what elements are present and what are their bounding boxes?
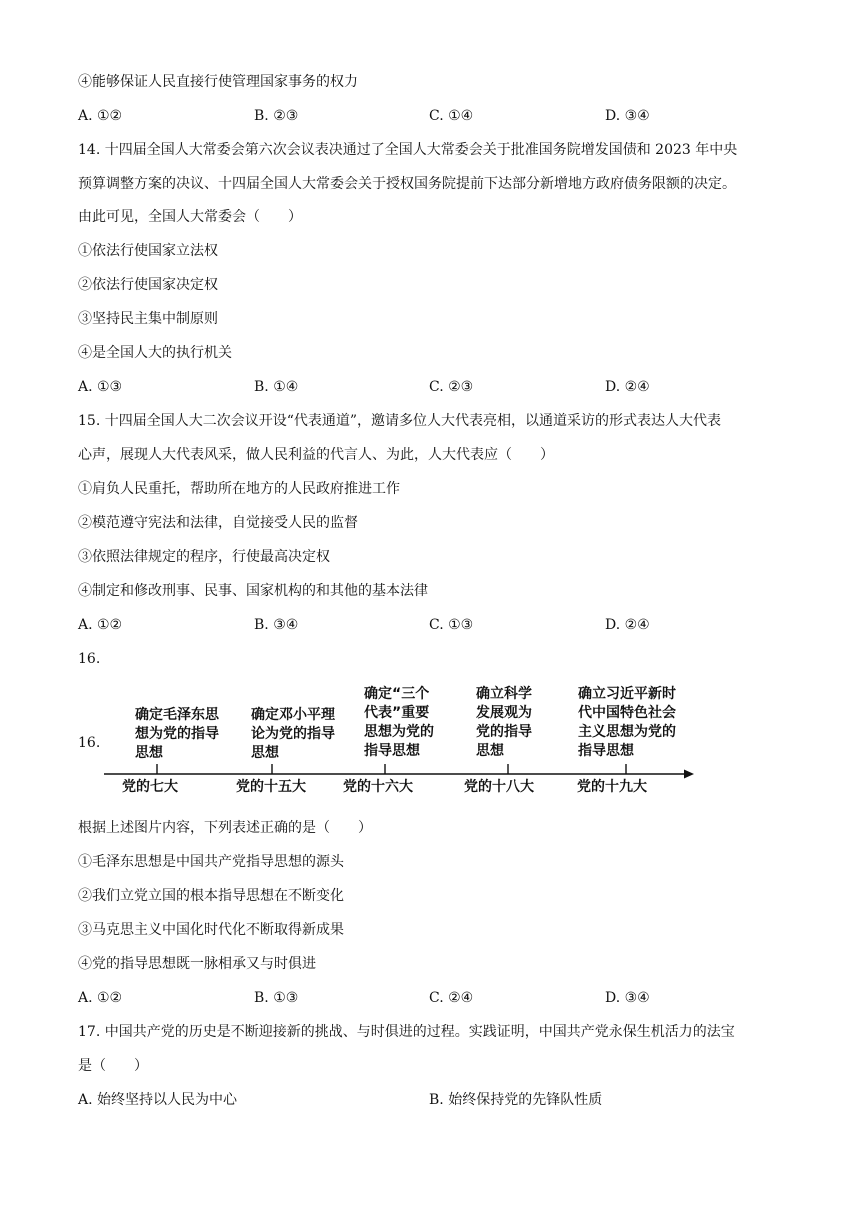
q15-item-3: ③依照法律规定的程序，行使最高决定权 [78, 549, 330, 565]
timeline-congress-19: 党的十九大 [577, 779, 647, 795]
q15-item-1: ①肩负人民重托，帮助所在地方的人民政府推进工作 [78, 481, 400, 497]
timeline-congress-7: 党的七大 [122, 779, 178, 795]
timeline-arrowhead [684, 770, 694, 779]
q15-option-a: A. ①② [78, 617, 123, 633]
event-2-line-2: 论为党的指导 [251, 726, 335, 742]
event-3-line-2: 代表”重要 [364, 705, 430, 721]
event-1-line-2: 想为党的指导 [135, 726, 219, 742]
q15-option-c: C. ①③ [429, 617, 474, 633]
q16-number: 16. [78, 651, 101, 667]
q16-option-c: C. ②④ [429, 990, 474, 1006]
timeline-event-2 [251, 706, 371, 763]
q16-option-d: D. ③④ [605, 990, 650, 1006]
q17-stem-line-1: 17. 中国共产党的历史是不断迎接新的挑战、与时俱进的过程。实践证明，中国共产党永保生机活力的法宝 [78, 1024, 735, 1040]
event-5-line-3: 主义思想为党的 [578, 724, 676, 740]
q14-stem-line-2: 预算调整方案的决议、十四届全国人大常委会关于授权国务院提前下达部分新增地方政府债务限额的决定。 [78, 176, 736, 192]
q15-stem-line-1: 15. 十四届全国人大二次会议开设“代表通道”，邀请多位人大代表亮相，以通道采访的形式表达人大代表 [78, 413, 722, 429]
q17-option-a: A. 始终坚持以人民为中心 [78, 1092, 238, 1108]
timeline-congress-18: 党的十八大 [464, 779, 534, 795]
figure-number: 16. [78, 735, 101, 751]
event-4-line-4: 思想 [476, 743, 504, 759]
event-2-line-1: 确定邓小平理 [251, 707, 335, 723]
q15-stem-line-2: 心声，展现人大代表风采，做人民利益的代言人、为此，人大代表应（ ） [78, 447, 554, 463]
q15-option-b: B. ③④ [254, 617, 299, 633]
timeline-event-5 [578, 685, 698, 761]
option-b: B. ②③ [254, 108, 299, 124]
q14-item-1: ①依法行使国家立法权 [78, 243, 218, 259]
event-4-line-1: 确立科学 [476, 686, 532, 702]
q17-stem-line-2: 是（ ） [78, 1058, 148, 1074]
event-1-line-1: 确定毛泽东思 [135, 707, 219, 723]
q14-option-c: C. ②③ [429, 379, 474, 395]
q16-item-4: ④党的指导思想既一脉相承又与时俱进 [78, 956, 316, 972]
event-5-line-1: 确立习近平新时 [578, 686, 676, 702]
q15-option-d: D. ②④ [605, 617, 650, 633]
q14-option-b: B. ①④ [254, 379, 299, 395]
q14-option-d: D. ②④ [605, 379, 650, 395]
q16-option-b: B. ①③ [254, 990, 299, 1006]
option-a: A. ①② [78, 108, 123, 124]
q15-item-2: ②模范遵守宪法和法律，自觉接受人民的监督 [78, 515, 358, 531]
event-4-line-2: 发展观为 [476, 705, 532, 721]
q14-item-3: ③坚持民主集中制原则 [78, 311, 218, 327]
q16-item-2: ②我们立党立国的根本指导思想在不断变化 [78, 888, 344, 904]
event-4-line-3: 党的指导 [476, 724, 532, 740]
timeline-congress-15: 党的十五大 [236, 779, 306, 795]
q14-item-4: ④是全国人大的执行机关 [78, 345, 232, 361]
item-4: ④能够保证人民直接行使管理国家事务的权力 [78, 74, 358, 90]
timeline-event-3 [364, 685, 484, 761]
event-3-line-1: 确定“三个 [364, 686, 430, 702]
event-3-line-4: 指导思想 [364, 743, 420, 759]
q14-stem-line-1: 14. 十四届全国人大常委会第六次会议表决通过了全国人大常委会关于批准国务院增发国债和 2023 年中央 [78, 142, 738, 158]
q17-option-b: B. 始终保持党的先锋队性质 [429, 1092, 603, 1108]
q14-item-2: ②依法行使国家决定权 [78, 277, 218, 293]
q16-stem: 根据上述图片内容，下列表述正确的是（ ） [78, 820, 372, 836]
event-1-line-3: 思想 [135, 745, 163, 761]
event-2-line-3: 思想 [251, 745, 279, 761]
q16-item-3: ③马克思主义中国化时代化不断取得新成果 [78, 922, 344, 938]
event-3-line-3: 思想为党的 [364, 724, 434, 740]
timeline-event-1 [135, 706, 255, 763]
event-5-line-4: 指导思想 [578, 743, 634, 759]
q14-option-a: A. ①③ [78, 379, 123, 395]
timeline-congress-16: 党的十六大 [343, 779, 413, 795]
q15-item-4: ④制定和修改刑事、民事、国家机构的和其他的基本法律 [78, 583, 428, 599]
q16-item-1: ①毛泽东思想是中国共产党指导思想的源头 [78, 854, 344, 870]
q16-option-a: A. ①② [78, 990, 123, 1006]
option-c: C. ①④ [429, 108, 474, 124]
option-d: D. ③④ [605, 108, 650, 124]
q14-stem-line-3: 由此可见，全国人大常委会（ ） [78, 209, 302, 225]
event-5-line-2: 代中国特色社会 [578, 705, 676, 721]
